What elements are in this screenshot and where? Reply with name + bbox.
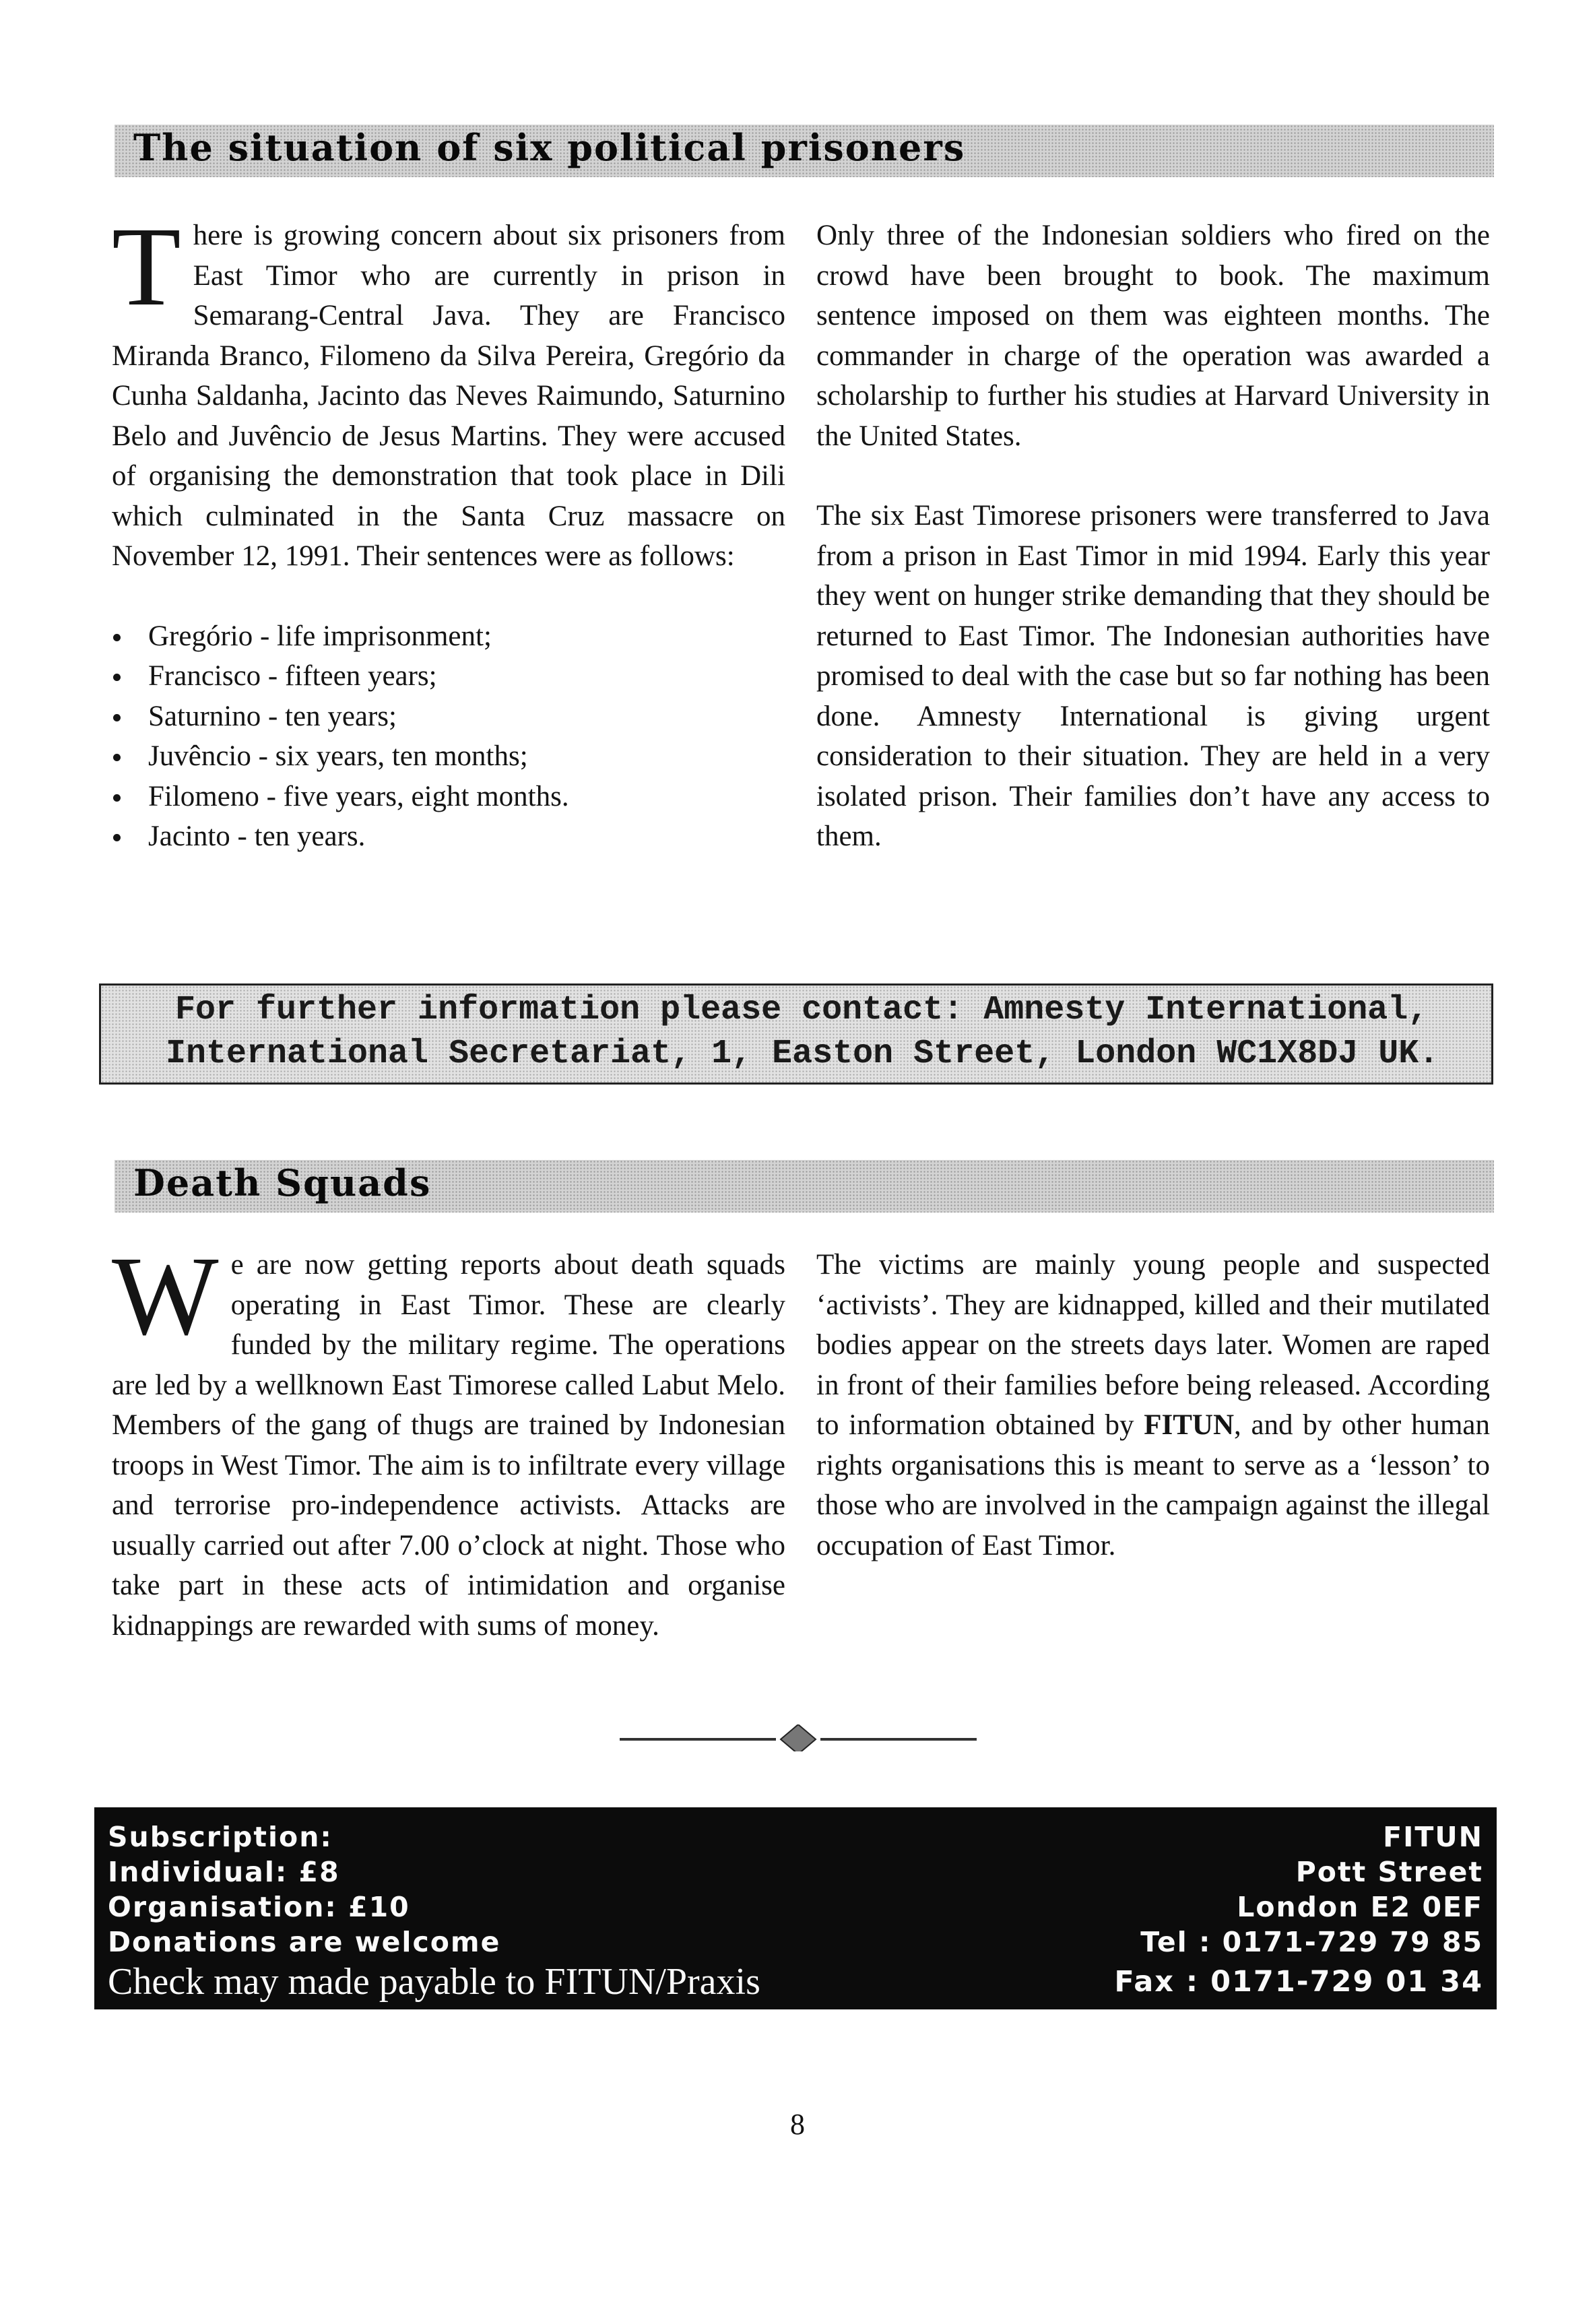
divider-ornament [620, 1724, 977, 1751]
donations-note: Donations are welcome [108, 1926, 501, 1958]
list-item: Gregório - life imprisonment; [112, 616, 785, 657]
article-paragraph: e are now getting reports about death squads operating in East Timor. These are clearly funded by the military regime. The operations are led by a wellknown East Timorese called Labut Melo. Members of the gang of thugs are trained by Indonesian troops in West Timor. The aim is to infiltrate every village and terrorise pro-independence activists. Attacks are usually carried out after 7.00 o’clock at night. Those who take part in these acts of intimidation and organise kidnappings are rewarded with sums of money. [112, 1249, 785, 1642]
section-heading-bar [115, 125, 1494, 177]
telephone-number: Tel : 0171-729 79 85 [1140, 1926, 1483, 1958]
article-paragraph: here is growing concern about six prisoners from East Timor who are currently in prison in Semarang-Central Java. They are Francisco Miranda Branco, Filomeno da Silva Pereira, Gregório da Cunha Saldanha, Jacinto das Neves Raimundo, Saturnino Belo and Juvêncio de Jesus Martins. They were accused of organising the demonstration that took place in Dili which culminated in the Santa Cruz massacre on November 12, 1991. Their sentences were as follows: [112, 220, 785, 572]
sentences-list [112, 616, 785, 857]
section-heading: The situation of six political prisoners [133, 126, 966, 169]
address-city: London E2 0EF [1237, 1891, 1483, 1923]
organisation-name: FITUN [1144, 1409, 1235, 1441]
subscription-details [108, 1819, 760, 2004]
list-item: Francisco - fifteen years; [112, 656, 785, 697]
fax-number: Fax : 0171-729 01 34 [1114, 1965, 1483, 1999]
address-street: Pott Street [1295, 1856, 1483, 1888]
article-paragraph: The six East Timorese prisoners were transferred to Java from a prison in East Timor in mid 1994. Early this year they went on hunger strike demanding that they should be returned to East Timor. The Indonesian authorities have promised to deal with the case but so far nothing has been done. Amnesty International is giving urgent consideration to their situation. They are held in a very isolated prison. Their families don’t have any access to them. [816, 500, 1490, 852]
contact-line: International Secretariat, 1, Easton Street, London WC1X8DJ UK. [166, 1035, 1439, 1073]
contact-address [1114, 1819, 1483, 2004]
article-column-right [816, 216, 1490, 857]
subscription-title: Subscription: [108, 1821, 333, 1853]
article-column-left [112, 204, 785, 857]
article-paragraph: Only three of the Indonesian soldiers who fired on the crowd have been brought to book. The maximum sentence imposed on them was eighteen months. The commander in charge of the operation was awarded a scholarship to further his studies at Harvard University in the United States. [816, 220, 1490, 452]
article-column-left [112, 1233, 785, 1646]
subscription-box [94, 1807, 1497, 2009]
section-heading-bar [115, 1160, 1494, 1213]
list-item: Juvêncio - six years, ten months; [112, 736, 785, 777]
price-individual: Individual: £8 [108, 1856, 340, 1888]
organisation-name: FITUN [1383, 1821, 1483, 1853]
contact-line: For further information please contact: Amnesty International, [175, 991, 1429, 1029]
list-item: Jacinto - ten years. [112, 816, 785, 857]
drop-cap: W [112, 1233, 219, 1359]
section-heading: Death Squads [133, 1161, 432, 1204]
list-item: Filomeno - five years, eight months. [112, 777, 785, 817]
payment-note: Check may made payable to FITUN/Praxis [108, 1961, 760, 2003]
article-paragraph: The victims are mainly young people and suspected ‘activists’. They are kidnapped, killed and their mutilated bodies appear on the streets days later. Women are raped in front of their families before being released. According to information obtained by FITUN, and by other human rights organisations this is meant to serve as a ‘lesson’ to those who are involved in the campaign against the illegal occupation of East Timor. [816, 1249, 1490, 1561]
contact-box [99, 983, 1493, 1085]
page-number: 8 [790, 2108, 805, 2141]
list-item: Saturnino - ten years; [112, 697, 785, 737]
price-organisation: Organisation: £10 [108, 1891, 410, 1923]
drop-cap: T [112, 204, 181, 329]
article-column-right [816, 1245, 1490, 1566]
